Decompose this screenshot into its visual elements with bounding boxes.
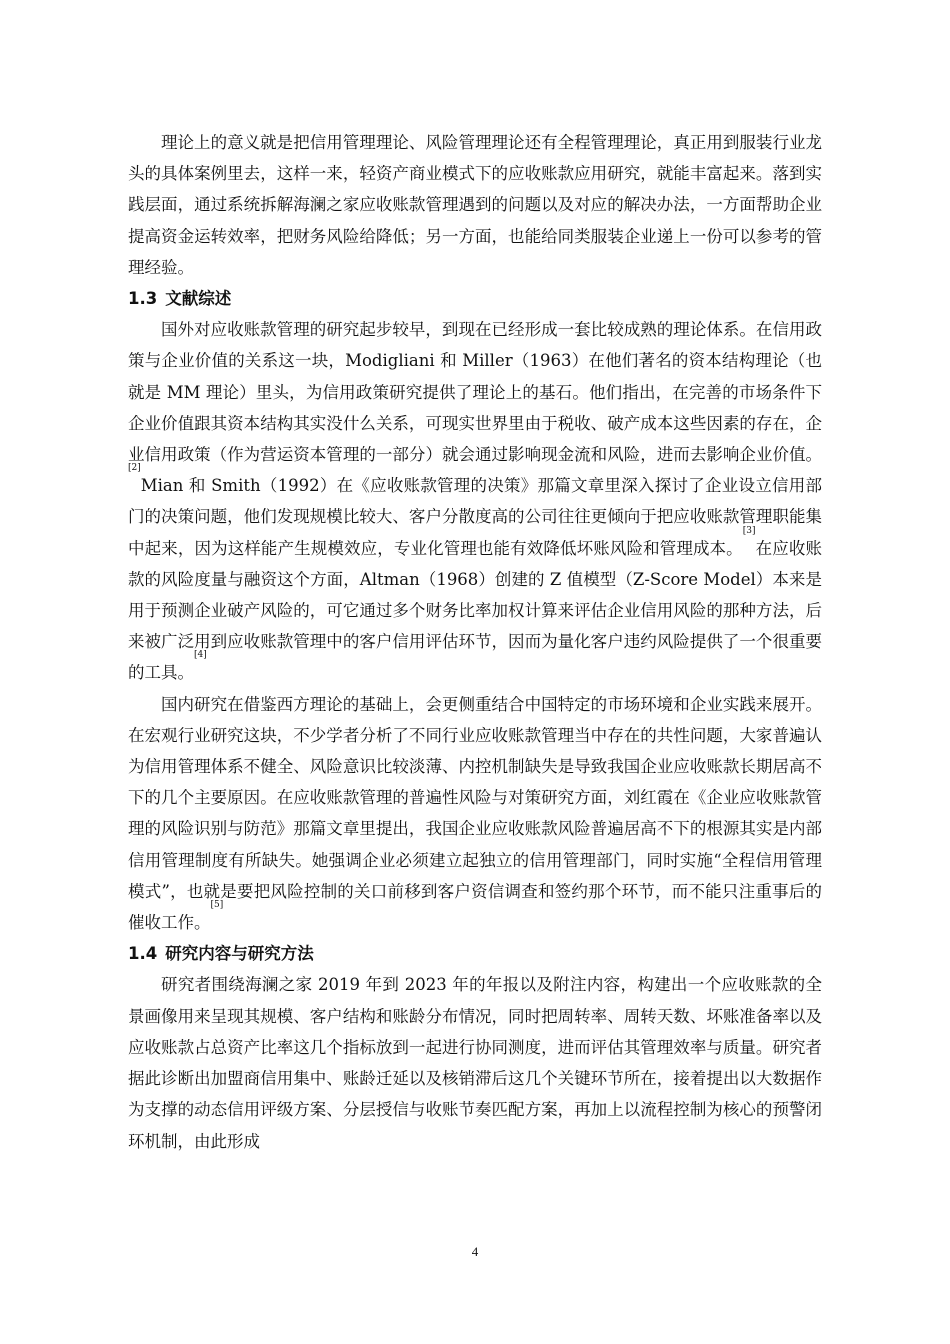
paragraph-text: 国外对应收账款管理的研究起步较早，到现在已经形成一套比较成熟的理论体系。在信用政策与企业价值的关系这一块，Modigliani 和 Miller（1963）在他们著名的资本结构理论（也就是 MM 理论）里头，为信用政策研究提供了理论上的基石。他们指出，在完善的市场条件下企业价值跟其资本结构其实没什么关系，可现实世界里由于税收、破产成本这些因素的存在，企业信用政策（作为营运资本管理的一部分）就会通过影响现金流和风险，进而去影响企业价值。 — [128, 320, 822, 465]
page-number: 4 — [471, 1244, 479, 1259]
section-number: 1.3 — [128, 289, 158, 309]
citation-marker: [2] — [128, 463, 141, 474]
paragraph-literature-domestic — [128, 689, 822, 939]
citation-marker: [3] — [742, 525, 756, 536]
citation-marker: [5] — [210, 900, 224, 911]
section-title: 研究内容与研究方法 — [165, 944, 314, 964]
section-number: 1.4 — [128, 944, 158, 964]
page-body — [128, 127, 822, 1157]
citation-marker: [4] — [194, 650, 207, 661]
section-heading-1-4 — [128, 938, 822, 969]
section-title: 文献综述 — [165, 289, 232, 309]
paragraph-text: 在应收账款的风险度量与融资这个方面，Altman（1968）创建的 Z 值模型（Z-Score Model）本来是用于预测企业破产风险的，可它通过多个财务比率加权计算来评估企业信用风险的那种方法，后来被广泛用到应收账款管理中的客户信用评估环节，因而为量化客户违约风险提供了一个很重要的工具。 — [128, 538, 823, 683]
paragraph-text: Mian 和 Smith（1992）在《应收账款管理的决策》那篇文章里深入探讨了企业设立信用部门的决策问题，他们发现规模比较大、客户分散度高的公司往往更倾向于把应收账款管理职能集中起来，因为这样能产生规模效应，专业化管理也能有效降低坏账风险和管理成本。 — [128, 476, 822, 558]
paragraph-research-content: 研究者围绕海澜之家 2019 年到 2023 年的年报以及附注内容，构建出一个应收账款的全景画像用来呈现其规模、客户结构和账龄分布情况，同时把周转率、周转天数、坏账准备率以及应收账款占总资产比率这几个指标放到一起进行协同测度，进而评估其管理效率与质量。研究者据此诊断出加盟商信用集中、账龄迁延以及核销滞后这几个关键环节所在，接着提出以大数据作为支撑的动态信用评级方案、分层授信与收账节奏匹配方案，再加上以流程控制为核心的预警闭环机制，由此形成 — [128, 975, 822, 1151]
paragraph-intro: 理论上的意义就是把信用管理理论、风险管理理论还有全程管理理论，真正用到服装行业龙头的具体案例里去，这样一来，轻资产商业模式下的应收账款应用研究，就能丰富起来。落到实践层面，通过系统拆解海澜之家应收账款管理遇到的问题以及对应的解决办法，一方面帮助企业提高资金运转效率，把财务风险给降低；另一方面，也能给同类服装企业递上一份可以参考的管理经验。 — [128, 133, 822, 277]
paragraph-text: 国内研究在借鉴西方理论的基础上，会更侧重结合中国特定的市场环境和企业实践来展开。在宏观行业研究这块，不少学者分析了不同行业应收账款管理当中存在的共性问题，大家普遍认为信用管理体系不健全、风险意识比较淡薄、内控机制缺失是导致我国企业应收账款长期居高不下的几个主要原因。在应收账款管理的普遍性风险与对策研究方面，刘红霞在《企业应收账款管理的风险识别与防范》那篇文章里提出，我国企业应收账款风险普遍居高不下的根源其实是内部信用管理制度有所缺失。她强调企业必须建立起独立的信用管理部门，同时实施“全程信用管理模式”，也就是要把风险控制的关口前移到客户资信调查和签约那个环节，而不能只注重事后的催收工作。 — [128, 694, 822, 933]
section-heading-1-3 — [128, 283, 822, 314]
paragraph-literature-foreign — [128, 314, 822, 688]
